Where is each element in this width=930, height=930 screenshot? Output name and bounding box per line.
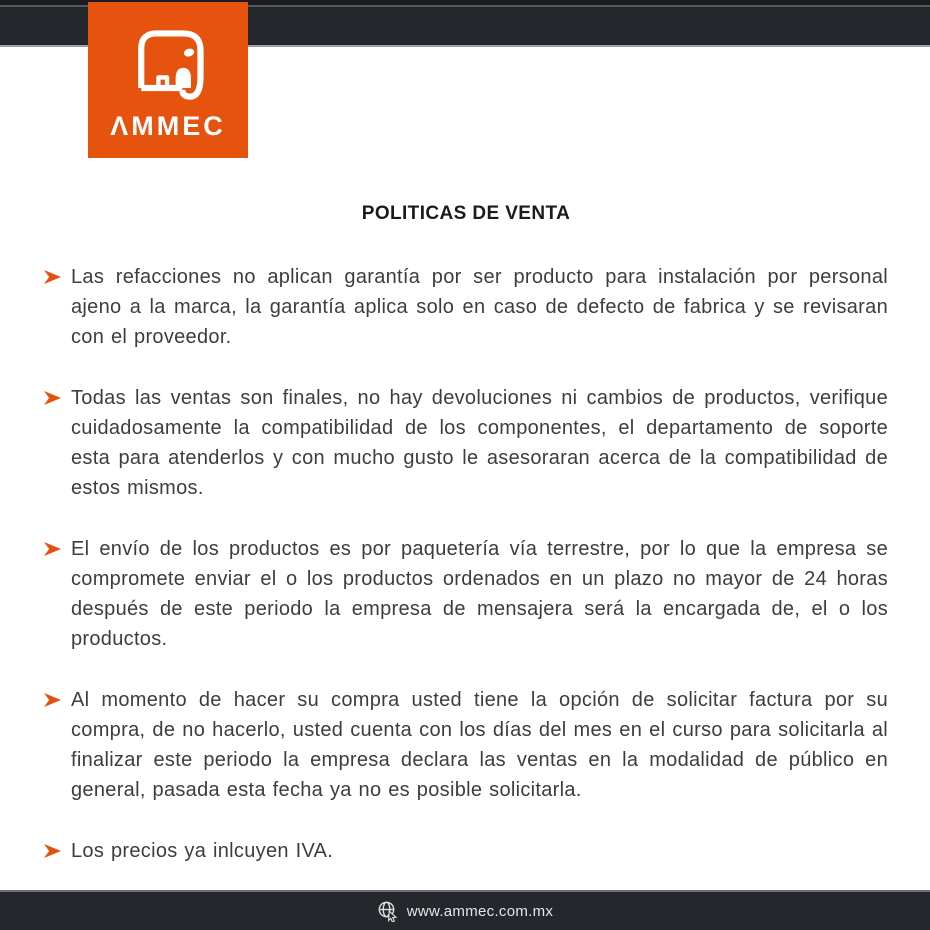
policy-item [44,685,888,805]
footer-bar [0,890,930,930]
elephant-icon [122,21,214,109]
policy-text: Al momento de hacer su compra usted tiene la opción de solicitar factura por su compra, de no hacerlo, usted cuenta con los días del mes en el curso para solicitarla al finalizar este periodo la empresa declara las ventas en la modalidad de público en general, pasada esta fecha ya no es posible solicitarla. [71,689,888,801]
policy-text: Todas las ventas son finales, no hay devoluciones ni cambios de productos, verifique cuidadosamente la compatibilidad de los componentes, el departamento de soporte esta para atenderlos y con mucho gusto le asesoraran acerca de la compatibilidad de estos mismos. [71,387,888,499]
page-title: POLITICAS DE VENTA [361,203,571,224]
policy-text: Las refacciones no aplican garantía por ser producto para instalación por personal ajeno a la marca, la garantía aplica solo en caso de defecto de fabrica y se revisaran con el proveedor. [71,266,888,348]
arrow-right-icon [44,844,61,858]
footer-website-link[interactable]: www.ammec.com.mx [406,902,554,920]
policy-list [44,262,888,866]
policy-text: El envío de los productos es por paquetería vía terrestre, por lo que la empresa se compromete enviar el o los productos ordenados en un plazo no mayor de 24 horas después de este periodo la empresa de mensajera será la encargada de, el o los productos. [71,538,888,650]
policy-item [44,534,888,654]
policy-item [44,262,888,352]
globe-cursor-icon [377,900,399,922]
brand-logo [88,2,248,158]
policy-text: Los precios ya inlcuyen IVA. [71,840,334,862]
brand-wordmark: ΛMMEC [110,110,226,141]
policy-item [44,836,888,866]
policy-item [44,383,888,503]
arrow-right-icon [44,693,61,707]
arrow-right-icon [44,270,61,284]
arrow-right-icon [44,542,61,556]
arrow-right-icon [44,391,61,405]
footer-main-bar [0,892,930,930]
